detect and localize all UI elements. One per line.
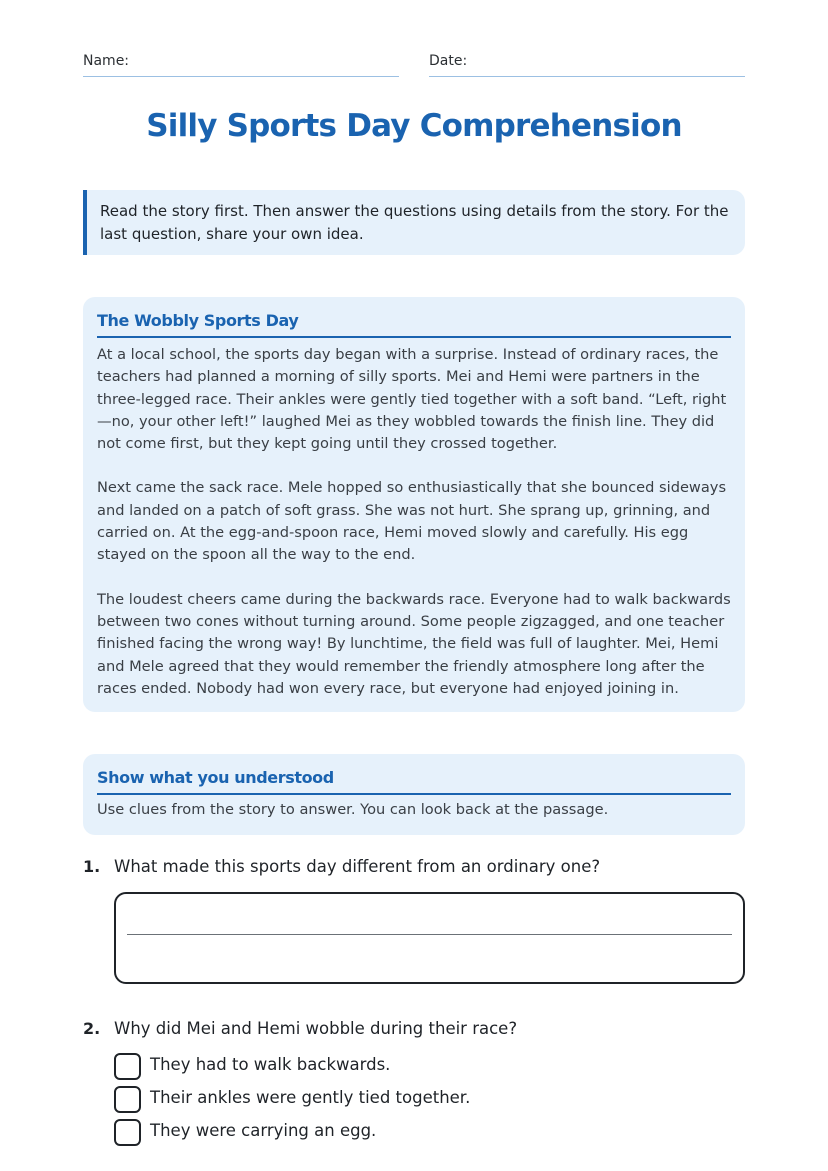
question-number: 2. <box>83 1019 101 1038</box>
question-text: Why did Mei and Hemi wobble during their race? <box>114 1019 518 1038</box>
answer-box[interactable] <box>114 892 745 984</box>
answer-option <box>114 1086 745 1114</box>
passage-paragraph: The loudest cheers came during the backwards race. Everyone had to walk backwards between two cones without turning around. Some people zigzagged, and one teacher finished facing the wrong way! By lunchtime, the field was full of laughter. Mei, Hemi and Mele agreed that they would remember the friendly atmosphere long after the races ended. Nobody had won every race, but everyone had enjoyed joining in. <box>97 590 731 697</box>
passage-paragraph: Next came the sack race. Mele hopped so enthusiastically that she bounced sideways and landed on a patch of soft grass. She was not hurt. She sprang up, grinning, and carried on. At the egg-and-spoon race, Hemi moved slowly and carefully. His egg stayed on the spoon all the way to the end. <box>97 479 727 564</box>
name-label: Name: <box>83 53 130 69</box>
answer-option <box>114 1053 745 1081</box>
option-checkbox[interactable] <box>114 1119 141 1146</box>
date-label: Date: <box>429 53 468 69</box>
date-field[interactable] <box>429 50 745 77</box>
understood-subtitle: Use clues from the story to answer. You can look back at the passage. <box>97 801 609 818</box>
option-label: They had to walk backwards. <box>150 1055 391 1074</box>
instructions-text: Read the story first. Then answer the questions using details from the story. For the last question, share your own idea. <box>100 202 729 243</box>
story-passage <box>83 297 745 712</box>
passage-paragraph: At a local school, the sports day began with a surprise. Instead of ordinary races, the teachers had planned a morning of silly sports. Mei and Hemi were partners in the three-legged race. Their ankles were gently tied together with a soft band. “Left, right—no, your other left!” laughed Mei as they wobbled towards the finish line. They did not come first, but they kept going until they crossed together. <box>97 346 727 453</box>
option-label: Their ankles were gently tied together. <box>150 1088 471 1107</box>
option-checkbox[interactable] <box>114 1053 141 1080</box>
understood-title: Show what you understood <box>97 768 731 795</box>
question-number: 1. <box>83 857 101 876</box>
worksheet-title: Silly Sports Day Comprehension <box>146 108 682 144</box>
question-text: What made this sports day different from an ordinary one? <box>114 857 601 876</box>
passage-title: The Wobbly Sports Day <box>97 311 731 338</box>
name-date-row <box>83 50 745 77</box>
understood-section <box>83 754 745 835</box>
instructions-box <box>83 190 745 255</box>
answer-line <box>127 934 732 935</box>
answer-option <box>114 1119 745 1147</box>
name-field[interactable] <box>83 50 399 77</box>
option-checkbox[interactable] <box>114 1086 141 1113</box>
option-label: They were carrying an egg. <box>150 1121 377 1140</box>
